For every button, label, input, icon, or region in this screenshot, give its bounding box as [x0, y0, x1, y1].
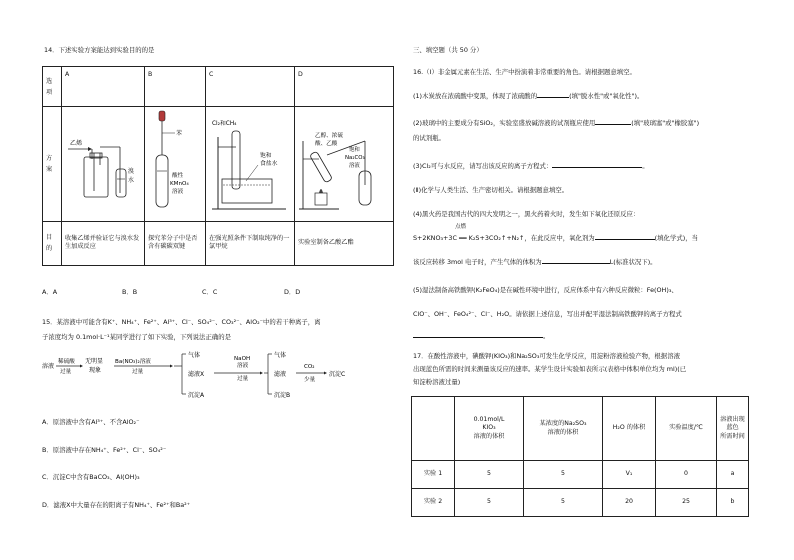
q16-part4-cont: [413, 256, 657, 267]
q14-scheme-c: [206, 107, 295, 222]
flow-no-change: 无明显: [85, 358, 104, 365]
q17-header-kio3: [455, 397, 524, 461]
label-bromine: 溴: [128, 168, 135, 175]
q17-h5-line2: 所需时间: [720, 432, 745, 440]
q14-header-d: D: [295, 67, 394, 107]
right-column: [409, 0, 759, 560]
label-saturated-d: 饱和: [349, 147, 360, 153]
q16-p4-equation-text: S+2KNO₃+3C ══ K₂S+3CO₂↑+N₂↑，在此反应中，氧化剂为: [413, 234, 595, 242]
flow-precipitate-a: 沉淀A: [188, 392, 205, 399]
q17-row2-kio3: 5: [455, 489, 524, 517]
q16-p3-end: 。: [642, 162, 649, 170]
q15-option-c: C．沉淀C中含有BaCO₃、Al(OH)₃: [42, 473, 140, 481]
answer-blank-4[interactable]: [595, 232, 655, 240]
q14-header-c: C: [206, 67, 295, 107]
q14-purpose-d: 实验室制备乙酸乙酯: [295, 221, 394, 265]
label-cl2-ch4: Cl₂和CH₄: [212, 121, 237, 127]
answer-blank-6[interactable]: [413, 330, 543, 338]
label-water: 水: [128, 177, 135, 184]
q16-part4-equation: [413, 232, 698, 243]
q15-option-d: D．滤液X中大量存在的阳离子有NH₄⁺、Fe²⁺和Ba²⁺: [42, 501, 191, 509]
q17-header-na2so3: [524, 397, 603, 461]
q16-part5: (5)湿法制备高铁酸钾(K₂FeO₄)是在碱性环境中进行，反应体系中有六种反应微粒：Fe(OH)₃、: [413, 286, 678, 294]
flow-gas1: 气体: [188, 352, 201, 359]
q16-p5-end: 。: [543, 332, 550, 340]
flow-filtrate: 滤液: [274, 371, 287, 378]
q14-purpose-b: 探究苯分子中是否含有碳碳双键: [145, 221, 206, 265]
q17-row1-label: 实验 1: [412, 461, 455, 489]
apparatus-b-dropper-tube: [145, 107, 205, 217]
q14-option-b: B．B: [122, 288, 138, 296]
q15-stem-line2: 子浓度均为 0.1mol·L⁻¹某同学进行了如下实验，下列说法正确的是: [42, 333, 232, 341]
table-row: [412, 461, 749, 489]
flow-gas2: 气体: [274, 352, 287, 359]
q14-purpose-label: 目的: [43, 221, 62, 265]
q17-stem-line2: 出现蓝色所需的时间来测量该反应的速率。某学生设计实验如表所示(表格中体积单位均为 ml)(已: [413, 365, 687, 373]
q14-scheme-d: [295, 107, 394, 222]
q16-p1-text: (1)木炭放在浓硫酸中变黑，体现了浓硫酸的: [413, 92, 538, 100]
label-saturated-c: 饱和: [260, 153, 272, 159]
label-solution-d: 溶液: [349, 163, 360, 169]
flow-start: 溶液: [42, 363, 55, 370]
q17-row1-kio3: 5: [455, 461, 524, 489]
q17-stem-line3: 知淀粉溶液过量): [413, 378, 461, 386]
q15-flowchart: [42, 350, 362, 400]
q17-h1-line3: 溶液的体积: [473, 432, 505, 440]
q14-scheme-label: 方案: [43, 107, 62, 222]
answer-blank-5[interactable]: [542, 256, 610, 264]
q14-title: 14．下述实验方案能达到实验目的的是: [44, 46, 155, 54]
ignition-condition: 点燃: [455, 224, 467, 230]
q17-row1-temp: 0: [656, 461, 717, 489]
q16-part2: [413, 117, 699, 128]
q16-part1: [413, 90, 643, 101]
q17-h5-line1: 溶液出现蓝色: [720, 415, 745, 432]
q17-header-temp: 实验温度/℃: [656, 397, 717, 461]
flow-step3-reagent: NaOH: [234, 356, 251, 362]
label-brine: 食盐水: [260, 161, 278, 167]
flow-step3-solution: 溶液: [237, 363, 249, 369]
q17-row1-time: a: [717, 461, 749, 489]
q15-option-a: A．原溶液中含有Al³⁺、不含AlO₂⁻: [42, 418, 140, 426]
apparatus-a-gas-bottles: [62, 107, 144, 217]
label-ethylene: 乙烯: [70, 140, 83, 147]
q16-p2-hint: (填"玻璃塞"或"橡胶塞"): [631, 119, 700, 127]
label-ethanol-h2so4: 乙醇、浓硫: [315, 133, 343, 139]
flow-phenomenon: 现象: [89, 367, 102, 374]
q16-intro: 16.（Ⅰ）非金属元素在生活、生产中扮演着非常重要的角色。请根据题意填空。: [413, 68, 636, 76]
flow-step4-reagent: CO₂: [304, 364, 315, 370]
q16-p2-text: (2)玻璃中的主要成分有SiO₂，实验室盛放碱溶液的试剂瓶应使用: [413, 119, 596, 127]
q17-h1-line2: KIO₃: [482, 424, 496, 432]
q17-h2-line1: 某浓度的Na₂SO₃: [539, 420, 587, 427]
label-kmno4: KMnO₄: [170, 181, 189, 187]
q14-option-c: C．C: [202, 288, 218, 296]
q16-p4-text2: 该反应转移 3mol 电子时，产生气体的体积为: [413, 258, 542, 266]
q17-row2-na2so3: 5: [524, 489, 603, 517]
q16-part5-cont: ClO⁻、OH⁻、FeO₄²⁻、Cl⁻、H₂O。请依据上述信息，写出并配平湿法制高铁酸钾的离子方程式: [413, 310, 682, 318]
q17-header-blank: [412, 397, 455, 461]
q17-header-time: [717, 397, 749, 461]
label-solution-b: 溶液: [172, 189, 184, 195]
label-acidic: 酸性: [172, 173, 184, 179]
flow-step2-reagent: Ba(NO₃)₂溶液: [115, 359, 151, 365]
q14-header-a: A: [62, 67, 145, 107]
flow-filtrate-x: 滤液X: [188, 371, 205, 378]
q16-part4: (4)黑火药是我国古代的四大发明之一，黑火药着火时，发生如下氧化还原反应：: [413, 210, 640, 218]
left-column: [40, 0, 390, 560]
q14-scheme-b: [145, 107, 206, 222]
q16-part-ii: (Ⅱ)化学与人类生活、生产密切相关。请根据题意填空。: [413, 186, 569, 194]
q14-purpose-a: 收集乙烯并验证它与溴水发生加成反应: [62, 221, 145, 265]
q17-table: [411, 396, 749, 517]
q17-row2-temp: 25: [656, 489, 717, 517]
q15-stem-line1: 15．某溶液中可能含有K⁺、NH₄⁺、Fe²⁺、Al³⁺、Cl⁻、SO₄²⁻、CO₃²⁻、AlO₂⁻中的若干种离子，离: [42, 318, 321, 326]
label-acetic-acid: 酸、乙酸: [315, 141, 338, 147]
q14-option-a: A．A: [42, 288, 58, 296]
answer-blank-1[interactable]: [537, 90, 569, 98]
q17-h1-line1: 0.01mol/L: [473, 415, 505, 423]
flow-step3-amount: 过量: [237, 376, 249, 382]
q17-row2-label: 实验 2: [412, 489, 455, 517]
q14-scheme-a: [62, 107, 145, 222]
flow-step1-amount: 过量: [60, 369, 72, 375]
q14-header-b: B: [145, 67, 206, 107]
q16-p4-unit: L(标准状况下)。: [609, 258, 657, 266]
flow-step2-amount: 过量: [132, 369, 144, 375]
q16-p1-hint: (填"脱水性"或"氧化性")。: [569, 92, 644, 100]
flow-step4-amount: 少量: [304, 377, 316, 383]
q14-table: [42, 66, 394, 266]
q14-header-option: 选项: [43, 67, 62, 107]
q16-p3-text: (3)Cl₂可与水反应，请写出该反应的离子方程式：: [413, 162, 553, 170]
flow-precipitate-b: 沉淀B: [274, 392, 291, 399]
q16-p4-hint: (填化学式)，当: [654, 234, 699, 242]
section-title: 三、填空题（共 50 分）: [413, 46, 483, 54]
q16-part3: [413, 160, 649, 171]
answer-blank-2[interactable]: [595, 117, 631, 125]
table-row: [412, 489, 749, 517]
q14-option-d: D．D: [284, 288, 301, 296]
q17-row1-na2so3: 5: [524, 461, 603, 489]
q16-part2-cont: 的试剂瓶。: [413, 134, 445, 142]
q17-h2-line2: 溶液的体积: [547, 428, 579, 436]
q16-part5-answer: [413, 330, 549, 341]
label-na2co3: Na₂CO₃: [345, 155, 365, 161]
apparatus-d-ester-prep: [295, 107, 393, 217]
q17-row2-time: b: [717, 489, 749, 517]
q17-header-water: H₂O 的体积: [603, 397, 656, 461]
flow-precipitate-c: 沉淀C: [329, 371, 346, 378]
apparatus-c-photochlorination: [206, 107, 294, 217]
q14-purpose-c: 在强光照条件下制取纯净的一氯甲烷: [206, 221, 295, 265]
q17-row1-water: V₁: [603, 461, 656, 489]
q17-row2-water: 20: [603, 489, 656, 517]
q15-option-b: B．原溶液中存在NH₄⁺、Fe²⁺、Cl⁻、SO₄²⁻: [42, 446, 167, 454]
label-benzene: 苯: [176, 130, 183, 137]
q17-stem-line1: 17．在酸性溶液中，碘酸钾(KIO₃)和Na₂SO₃可发生化学反应，用淀粉溶液检验产物，根据溶液: [413, 352, 680, 360]
flow-step1-reagent: 稀硫酸: [58, 359, 75, 365]
answer-blank-3[interactable]: [552, 160, 642, 168]
